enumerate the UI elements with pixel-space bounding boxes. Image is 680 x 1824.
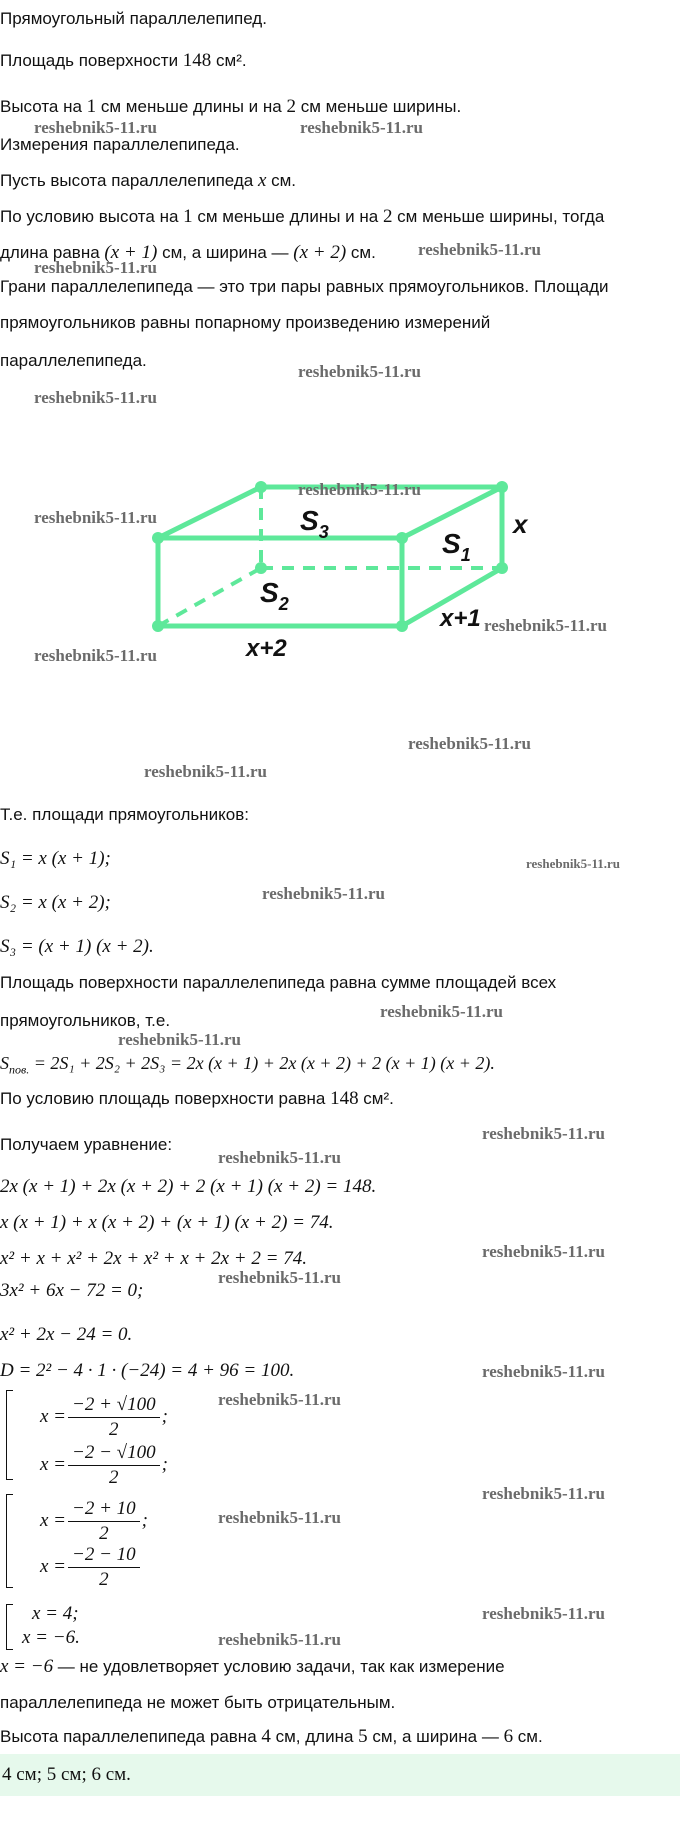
rejection-line-1: x = −6 — не удовлетворяет условию задачи, так как измерение: [0, 1656, 505, 1677]
parallelepiped-figure: [0, 420, 680, 720]
edge: [158, 487, 261, 538]
watermark: reshebnik5-11.ru: [34, 388, 157, 407]
equation-6: D = 2² − 4 · 1 · (−24) = 4 + 96 = 100.: [0, 1360, 295, 1381]
root-expression-1: x = $\frac{-2 + √100}{2}$ ;: [40, 1394, 168, 1441]
watermark: reshebnik5-11.ru: [34, 508, 157, 527]
solution-line-3: длина равна (x + 1) см, а ширина — (x + 2) см.: [0, 242, 376, 263]
rejection-line-2: параллелепипеда не может быть отрицательным.: [0, 1693, 396, 1712]
label-s2: $S_2$: [260, 577, 289, 614]
watermark: reshebnik5-11.ru: [418, 240, 541, 259]
watermark: reshebnik5-11.ru: [380, 1002, 503, 1021]
watermark: reshebnik5-11.ru: [118, 1030, 241, 1049]
watermark: reshebnik5-11.ru: [144, 762, 267, 781]
equation-3: x² + x + x² + 2x + x² + x + 2x + 2 = 74.: [0, 1248, 307, 1269]
area-s1: S₁ = x (x + 1);: [0, 848, 111, 869]
vertex: [496, 481, 508, 493]
task-line-4: Измерения параллелепипеда.: [0, 135, 240, 154]
vertex: [396, 620, 408, 632]
watermark: reshebnik5-11.ru: [218, 1268, 341, 1287]
watermark: reshebnik5-11.ru: [34, 258, 157, 277]
watermark: reshebnik5-11.ru: [218, 1630, 341, 1649]
task-line-1: Прямоугольный параллелепипед.: [0, 9, 267, 28]
equation-5: x² + 2x − 24 = 0.: [0, 1324, 133, 1345]
root-x-minus-6: x = −6.: [22, 1627, 80, 1648]
watermark: reshebnik5-11.ru: [484, 616, 607, 635]
watermark: reshebnik5-11.ru: [218, 1390, 341, 1409]
watermark: reshebnik5-11.ru: [298, 362, 421, 381]
watermark: reshebnik5-11.ru: [482, 1604, 605, 1623]
answer-box: 4 см; 5 см; 6 см.: [0, 1754, 680, 1796]
solution-line-5: прямоугольников равны попарному произведению измерений: [0, 313, 491, 332]
equation-4: 3x² + 6x − 72 = 0;: [0, 1280, 144, 1301]
system-brace-1: [6, 1390, 13, 1480]
area-s2: S₂ = x (x + 2);: [0, 892, 111, 913]
solution-line-2: По условию высота на 1 см меньше длины и на 2 см меньше ширины, тогда: [0, 206, 605, 227]
total-line-1: Площадь поверхности параллелепипеда равна сумме площадей всех: [0, 973, 557, 992]
condition-line: По условию площадь поверхности равна 148 см².: [0, 1088, 394, 1109]
solution-line-6: параллелепипеда.: [0, 351, 147, 370]
equation-1: 2x (x + 1) + 2x (x + 2) + 2 (x + 1) (x + 2) = 148.: [0, 1176, 377, 1197]
root-expression-4: x = $\frac{-2 - 10}{2}$: [40, 1542, 142, 1592]
equation-2: x (x + 1) + x (x + 2) + (x + 1) (x + 2) = 74.: [0, 1212, 334, 1233]
vertex: [496, 562, 508, 574]
watermark: reshebnik5-11.ru: [482, 1484, 605, 1503]
watermark: reshebnik5-11.ru: [482, 1362, 605, 1381]
system-brace-2: [6, 1494, 13, 1588]
label-s3: $S_3$: [300, 505, 329, 542]
watermark: reshebnik5-11.ru: [298, 480, 421, 499]
label-x: x: [513, 509, 528, 539]
task-line-2: Площадь поверхности 148 см².: [0, 50, 247, 71]
vertex: [152, 620, 164, 632]
hidden-edge: [158, 568, 261, 626]
final-statement: Высота параллелепипеда равна 4 см, длина 5 см, а ширина — 6 см.: [0, 1726, 543, 1747]
watermark: reshebnik5-11.ru: [300, 118, 423, 137]
watermark: reshebnik5-11.ru: [408, 734, 531, 753]
vertex: [152, 532, 164, 544]
solution-line-4: Грани параллелепипеда — это три пары равных прямоугольников. Площади: [0, 277, 609, 296]
vertex: [255, 481, 267, 493]
watermark: reshebnik5-11.ru: [482, 1124, 605, 1143]
label-s1: $S_1$: [442, 528, 471, 565]
total-line-2: прямоугольников, т.е.: [0, 1011, 171, 1030]
watermark: reshebnik5-11.ru: [218, 1148, 341, 1167]
equation-intro: Получаем уравнение:: [0, 1135, 173, 1154]
root-expression-2: x = $\frac{-2 - √100}{2}$ ;: [40, 1442, 168, 1489]
system-brace-3: [6, 1604, 13, 1650]
watermark: reshebnik5-11.ru: [34, 118, 157, 137]
watermark: reshebnik5-11.ru: [482, 1242, 605, 1261]
watermark: reshebnik5-11.ru: [526, 856, 621, 871]
watermark: reshebnik5-11.ru: [218, 1508, 341, 1527]
surface-formula: $S_{пов.} = 2S_1 + 2S_2 + 2S_3 = 2x$ (x + 1) + 2x (x + 2) + 2 (x + 1) (x + 2).: [0, 1053, 495, 1077]
watermark: reshebnik5-11.ru: [262, 884, 385, 903]
root-x-4: x = 4;: [32, 1603, 79, 1624]
area-s3: S₃ = (x + 1) (x + 2).: [0, 936, 154, 957]
label-x-plus-2: x+2: [246, 635, 287, 662]
solution-line-1: Пусть высота параллелепипеда x см.: [0, 170, 297, 191]
label-x-plus-1: x+1: [440, 605, 481, 632]
watermark: reshebnik5-11.ru: [34, 646, 157, 665]
root-expression-3: x = $\frac{-2 + 10}{2}$ ;: [40, 1498, 148, 1545]
task-line-3: Высота на 1 см меньше длины и на 2 см меньше ширины.: [0, 96, 462, 117]
vertex: [255, 562, 267, 574]
vertex: [396, 532, 408, 544]
areas-intro: Т.е. площади прямоугольников:: [0, 805, 250, 824]
